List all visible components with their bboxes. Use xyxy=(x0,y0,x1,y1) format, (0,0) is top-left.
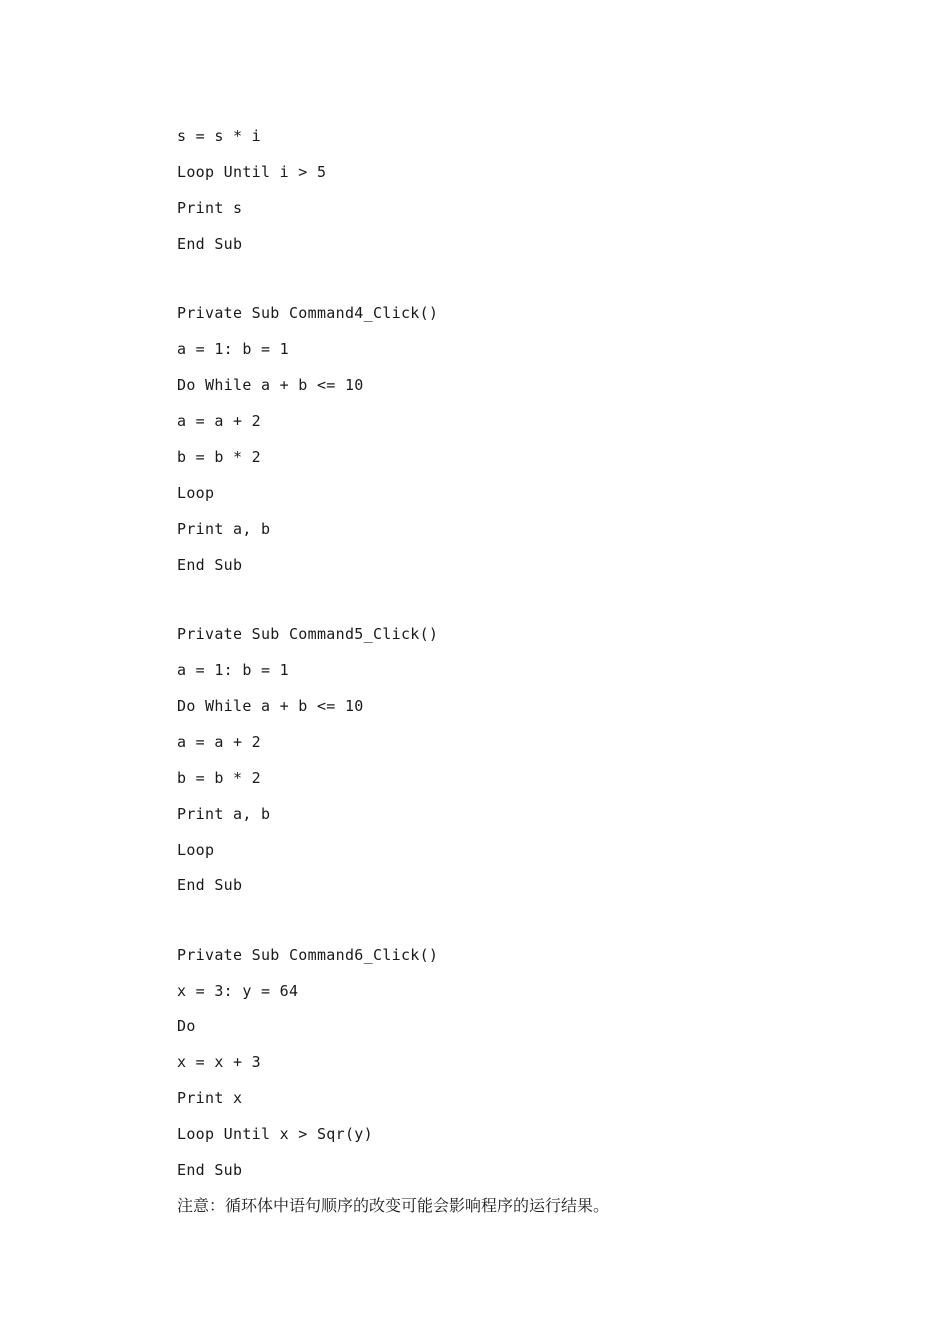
code-line: End Sub xyxy=(177,876,243,894)
code-line: Loop xyxy=(177,841,215,859)
code-line: Loop xyxy=(177,484,215,502)
code-line: Do While a + b <= 10 xyxy=(177,697,364,715)
code-line: End Sub xyxy=(177,556,243,574)
code-line: a = a + 2 xyxy=(177,733,261,751)
note-text: 注意：循环体中语句顺序的改变可能会影响程序的运行结果。 xyxy=(177,1196,610,1215)
code-line: Print x xyxy=(177,1089,243,1107)
code-line: b = b * 2 xyxy=(177,769,261,787)
code-line: Private Sub Command6_Click() xyxy=(177,946,439,964)
code-line: x = x + 3 xyxy=(177,1053,261,1071)
code-line: Private Sub Command5_Click() xyxy=(177,625,439,643)
code-line: Print a, b xyxy=(177,520,271,538)
code-line: a = 1: b = 1 xyxy=(177,661,289,679)
code-line: x = 3: y = 64 xyxy=(177,982,299,1000)
code-line: Print s xyxy=(177,199,243,217)
code-line: Loop Until i > 5 xyxy=(177,163,327,181)
code-line: End Sub xyxy=(177,235,243,253)
code-line: Do While a + b <= 10 xyxy=(177,376,364,394)
code-line: End Sub xyxy=(177,1161,243,1179)
code-line: Do xyxy=(177,1017,196,1035)
code-line: Loop Until x > Sqr(y) xyxy=(177,1125,373,1143)
code-line: s = s * i xyxy=(177,127,261,145)
code-line: b = b * 2 xyxy=(177,448,261,466)
code-line: Print a, b xyxy=(177,805,271,823)
code-line: a = a + 2 xyxy=(177,412,261,430)
code-line: a = 1: b = 1 xyxy=(177,340,289,358)
code-line: Private Sub Command4_Click() xyxy=(177,304,439,322)
